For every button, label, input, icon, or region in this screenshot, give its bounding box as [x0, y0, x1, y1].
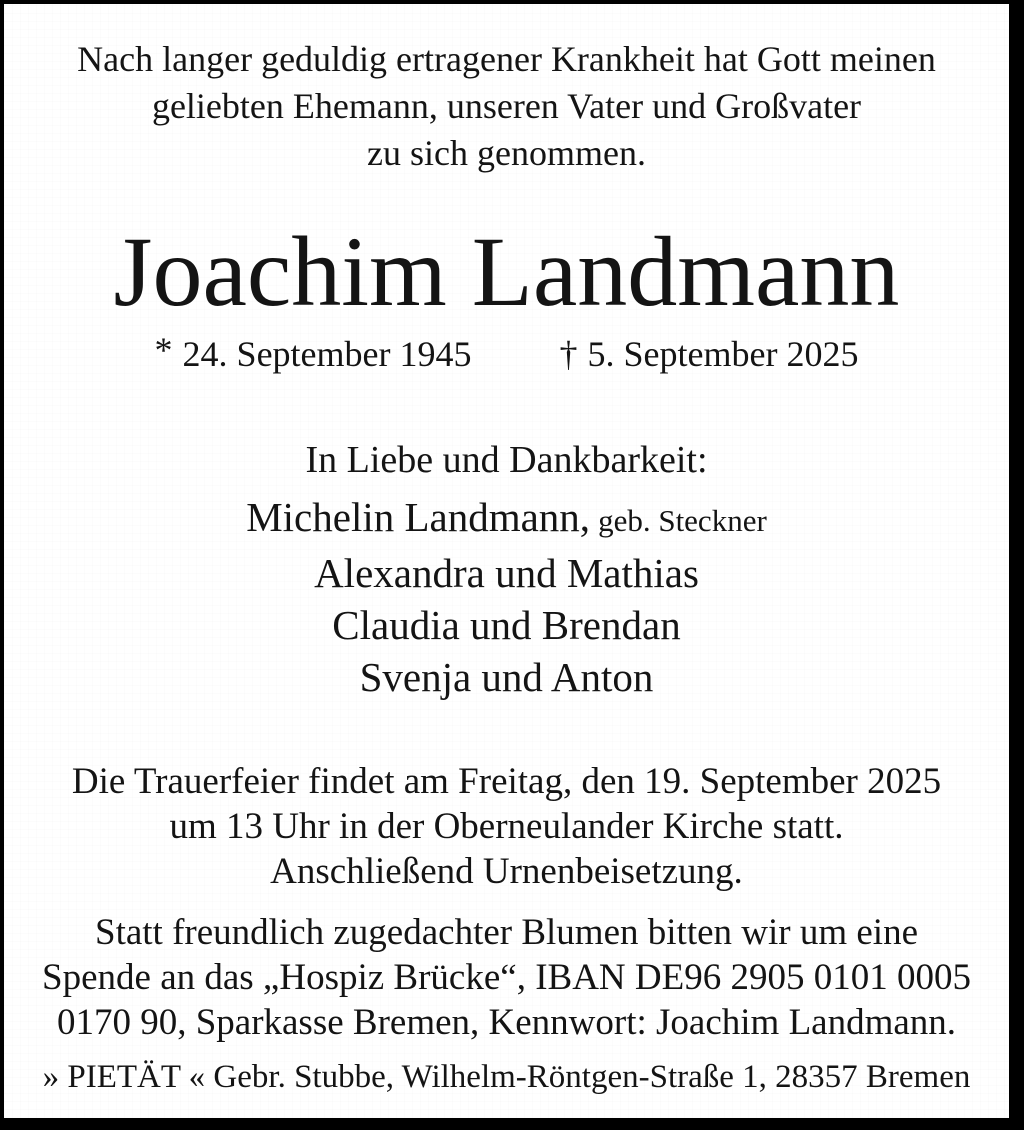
died-cross-icon: †: [559, 334, 578, 374]
donation-line: 0170 90, Sparkasse Bremen, Kennwort: Joachim Landmann.: [56, 1002, 957, 1043]
funeral-home-line: » PIETÄT « Gebr. Stubbe, Wilhelm-Röntgen-Straße 1, 28357 Bremen: [42, 1059, 971, 1095]
born-asterisk-icon: *: [154, 330, 173, 370]
donation-line: Statt freundlich zugedachter Blumen bitten wir um eine: [95, 912, 918, 953]
service-line: Die Trauerfeier findet am Freitag, den 19. September 2025: [71, 761, 942, 802]
family-member: [4, 651, 1009, 703]
donation-info: [4, 910, 1009, 1045]
birth-date-text: 24. September 1945: [182, 334, 472, 374]
obituary-sheet: [4, 4, 1009, 1118]
service-line: um 13 Uhr in der Oberneulander Kirche statt.: [169, 806, 844, 847]
death-date: [560, 331, 859, 377]
intro-line: zu sich genommen.: [367, 133, 646, 173]
donation-line: Spende an das „Hospiz Brücke“, IBAN DE96 2905 0101 0005: [42, 957, 971, 998]
intro-text: [4, 36, 1009, 177]
deceased-name: Joachim Landmann: [113, 216, 900, 327]
family-member: [4, 547, 1009, 599]
family-member: [4, 599, 1009, 651]
service-line: Anschließend Urnenbeisetzung.: [270, 851, 743, 892]
family-member-maiden-name: geb. Steckner: [598, 503, 767, 538]
family-list: [4, 491, 1009, 703]
birth-date: [155, 331, 472, 377]
life-dates: [4, 331, 1009, 377]
condolence-heading: In Liebe und Dankbarkeit:: [305, 439, 708, 481]
service-info: [4, 759, 1009, 894]
family-member-name: Claudia und Brendan: [332, 602, 681, 648]
death-date-text: 5. September 2025: [587, 334, 859, 374]
intro-line: Nach langer geduldig ertragener Krankheit hat Gott meinen: [77, 39, 936, 79]
family-member: [4, 491, 1009, 547]
family-member-name: Alexandra und Mathias: [314, 550, 699, 596]
family-member-name: Svenja und Anton: [359, 654, 654, 700]
intro-line: geliebten Ehemann, unseren Vater und Großvater: [151, 86, 862, 126]
family-member-name: Michelin Landmann,: [246, 494, 591, 540]
